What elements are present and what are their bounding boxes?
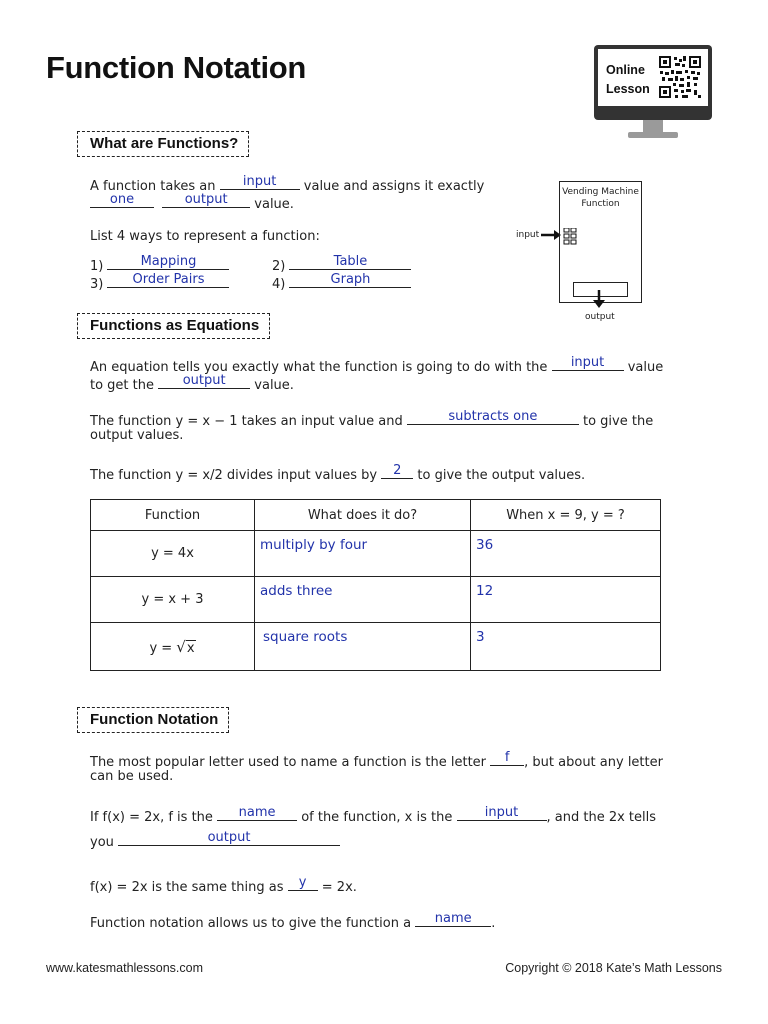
monitor-base [628,132,678,138]
notation-paragraph2-line1: If f(x) = 2x, f is the name of the function, x is the input , and the 2x tells [90,805,657,825]
vending-machine-diagram [559,181,642,303]
answer-text: 3 [476,629,485,645]
online-lesson-badge[interactable] [594,45,712,141]
table-cell-function: y = 4x [91,531,255,577]
answer-blank [90,193,154,208]
answer-text: y [298,875,307,890]
answer-blank [289,273,411,288]
notation-paragraph4: Function notation allows us to give the function a name . [90,911,496,931]
answer-blank [217,806,297,821]
table-cell-does [255,623,471,671]
answer-blank [552,356,624,371]
diagram-title-line2: Function [581,199,620,209]
answer-text: Order Pairs [132,272,205,287]
answer-text: square roots [263,629,348,645]
footer-copyright: Copyright © 2018 Kate’s Math Lessons [505,961,722,975]
answer-text: Mapping [140,254,197,269]
answer-blank [158,374,250,389]
answer-text: 12 [476,583,494,599]
diagram-input-label: input [516,230,540,240]
answer-blank [381,464,413,479]
table-cell-value [471,577,661,623]
badge-line1: Online [606,63,645,77]
answer-text: name [434,911,472,926]
table-row [91,623,661,671]
equations-paragraph2-line1: The function y = x − 1 takes an input value and subtracts one to give the [90,409,654,429]
answer-text: input [484,805,519,820]
section-heading-functions-as-equations: Functions as Equations [77,313,270,339]
notation-paragraph2-line2: you output [90,831,340,850]
answer-text: output [207,830,251,845]
table-cell-function: y = √x [91,623,255,671]
table-cell-value [471,531,661,577]
answer-blank [415,912,491,927]
answer-text: 2 [393,463,402,478]
table-cell-does [255,531,471,577]
answer-blank [490,751,524,766]
notation-paragraph3: f(x) = 2x is the same thing as y = 2x. [90,875,357,895]
table-header: What does it do? [255,500,471,531]
answer-text: one [109,192,135,207]
equations-paragraph3: The function y = x/2 divides input values by 2 to give the output values. [90,463,586,483]
function-table [90,499,661,671]
answer-text: output [184,192,228,207]
what-are-paragraph-line2: one output value. [90,193,294,212]
list-item-4: 4) Graph [272,273,411,292]
answer-text: Graph [330,272,371,287]
section-heading-what-are-functions: What are Functions? [77,131,249,157]
qr-code-icon [658,55,702,99]
radicand: x [186,640,195,656]
answer-blank [289,255,411,270]
answer-text: 36 [476,537,494,553]
notation-paragraph1-line1: The most popular letter used to name a function is the letter f , but about any letter [90,750,663,770]
answer-blank [107,273,229,288]
answer-text: Table [333,254,368,269]
equations-paragraph1-line1: An equation tells you exactly what the function is going to do with the input value [90,355,664,375]
answer-blank [407,410,579,425]
table-row [91,577,661,623]
answer-blank [107,255,229,270]
answer-text: name [238,805,276,820]
monitor-icon [594,45,712,120]
table-cell-function: y = x + 3 [91,577,255,623]
monitor-stand [643,120,663,132]
section-heading-function-notation: Function Notation [77,707,229,733]
answer-text: input [570,355,605,370]
answer-text: adds three [260,583,333,599]
answer-blank [118,831,340,846]
answer-blank [288,876,318,891]
equations-paragraph2-line2: output values. [90,428,184,443]
list-item-2: 2) Table [272,255,411,274]
output-arrow-icon [592,290,606,310]
what-are-paragraph-line1: A function takes an input value and assigns it exactly [90,174,485,194]
diagram-title-line1: Vending Machine [562,187,639,197]
answer-text: output [182,373,226,388]
table-header: Function [91,500,255,531]
list-item-3: 3) Order Pairs [90,273,229,292]
table-cell-does [255,577,471,623]
table-cell-value [471,623,661,671]
list-intro: List 4 ways to represent a function: [90,229,320,244]
list-item-1: 1) Mapping [90,255,229,274]
answer-text: multiply by four [260,537,368,553]
notation-paragraph1-line2: can be used. [90,769,174,784]
answer-blank [220,175,300,190]
badge-line2: Lesson [606,82,650,96]
equations-paragraph1-line2: to get the output value. [90,373,294,393]
answer-blank [162,193,250,208]
answer-blank [457,806,547,821]
sqrt-icon: √ [176,637,186,656]
table-header: When x = 9, y = ? [471,500,661,531]
answer-text: input [242,174,277,189]
answer-text: subtracts one [448,409,538,424]
table-row [91,531,661,577]
page-title: Function Notation [46,50,307,85]
table-header-row [91,500,661,531]
answer-text: f [504,750,510,765]
footer-website-link[interactable]: www.katesmathlessons.com [46,961,204,975]
diagram-output-label: output [585,312,615,322]
